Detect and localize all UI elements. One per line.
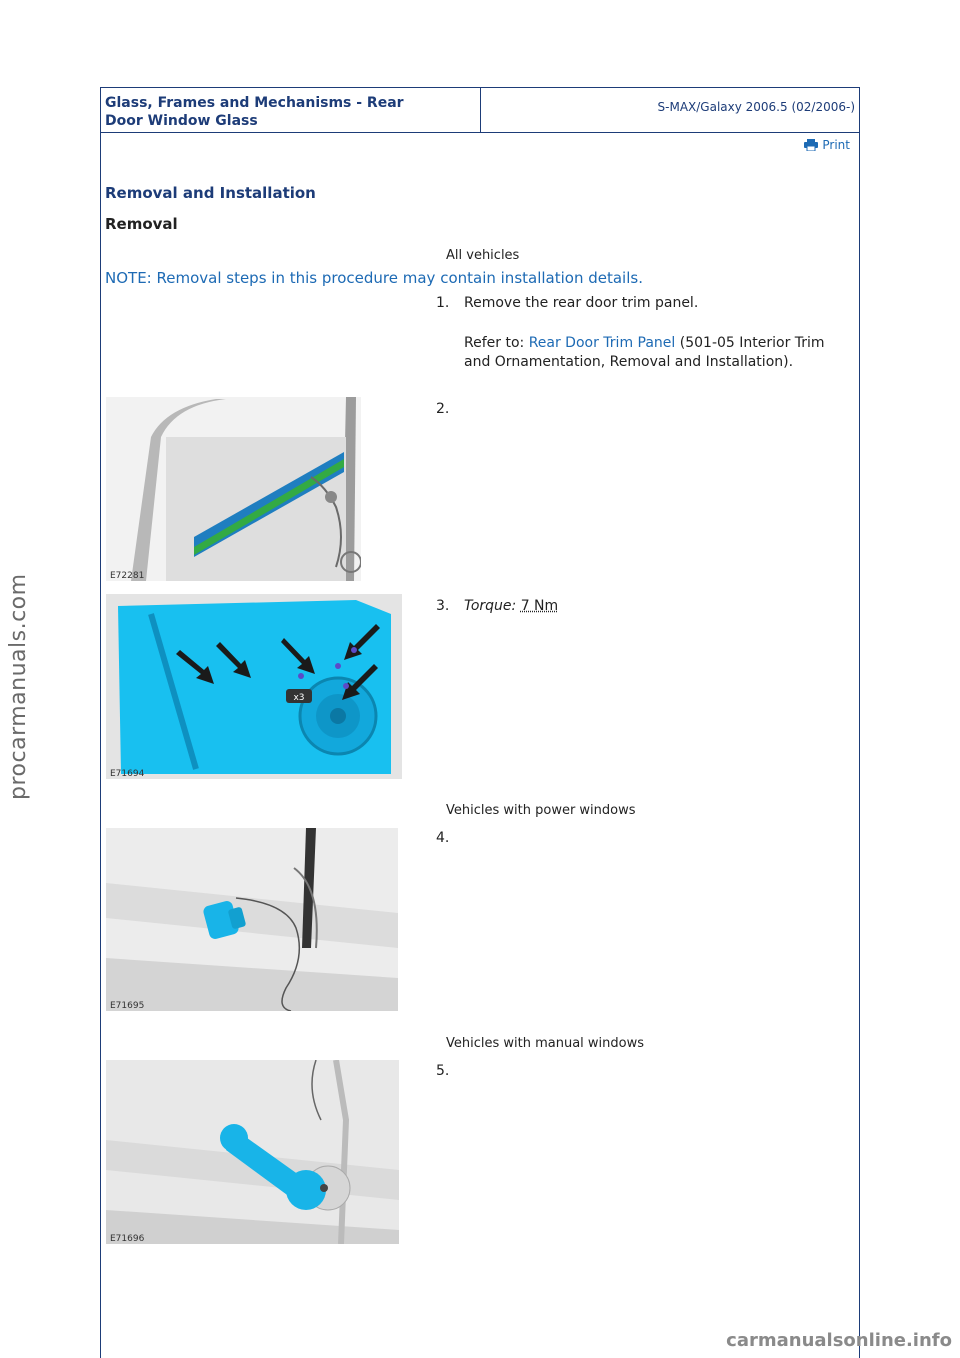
note-text: NOTE: Removal steps in this procedure may contain installation details. bbox=[105, 269, 643, 287]
vehicle-model: S-MAX/Galaxy 2006.5 (02/2006-) bbox=[657, 100, 855, 114]
step-body bbox=[464, 294, 844, 372]
print-label: Print bbox=[822, 138, 850, 152]
torque-label: Torque: bbox=[464, 598, 517, 614]
section-title: Removal and Installation bbox=[105, 184, 316, 202]
document-title-line2: Door Window Glass bbox=[105, 113, 258, 129]
step-number: 1. bbox=[436, 295, 450, 311]
figure-label: E71694 bbox=[110, 769, 145, 779]
step-number: 3. bbox=[436, 598, 450, 614]
condition-manual-windows: Vehicles with manual windows bbox=[446, 1036, 645, 1051]
step-text: Remove the rear door trim panel. bbox=[464, 295, 699, 311]
step-number: 4. bbox=[436, 830, 450, 846]
figure-label: E71696 bbox=[110, 1234, 145, 1244]
print-button[interactable] bbox=[804, 138, 850, 152]
rear-door-trim-panel-link[interactable]: Rear Door Trim Panel bbox=[528, 335, 676, 351]
figure-window-crank-handle bbox=[106, 1060, 399, 1244]
printer-icon bbox=[804, 139, 818, 151]
watermark-carmanualsonline: carmanualsonline.info bbox=[726, 1330, 952, 1351]
subsection-title: Removal bbox=[105, 215, 178, 233]
reference-prefix: Refer to: bbox=[464, 335, 529, 351]
figure-door-module-bolts bbox=[106, 594, 402, 779]
torque-value: 7 Nm bbox=[520, 598, 559, 614]
document-title bbox=[101, 88, 481, 132]
step-body bbox=[464, 597, 844, 616]
document-header bbox=[100, 87, 860, 133]
figure-label: E72281 bbox=[110, 571, 145, 581]
watermark-procarmanuals: procarmanuals.com bbox=[6, 573, 31, 800]
figure-label: E71695 bbox=[110, 1001, 145, 1011]
condition-all-vehicles: All vehicles bbox=[446, 248, 520, 263]
step-number: 5. bbox=[436, 1063, 450, 1079]
step-reference bbox=[464, 334, 844, 372]
quantity-badge: x3 bbox=[293, 693, 305, 703]
figure-door-glass-seal bbox=[106, 397, 361, 581]
reference-suffix: (501-05 Interior Trim and Ornamentation, Removal and Installation). bbox=[464, 335, 825, 370]
figure-power-window-connector bbox=[106, 828, 398, 1011]
step-number: 2. bbox=[436, 401, 450, 417]
document-title-line1: Glass, Frames and Mechanisms - Rear bbox=[105, 95, 404, 111]
condition-power-windows: Vehicles with power windows bbox=[446, 803, 636, 818]
